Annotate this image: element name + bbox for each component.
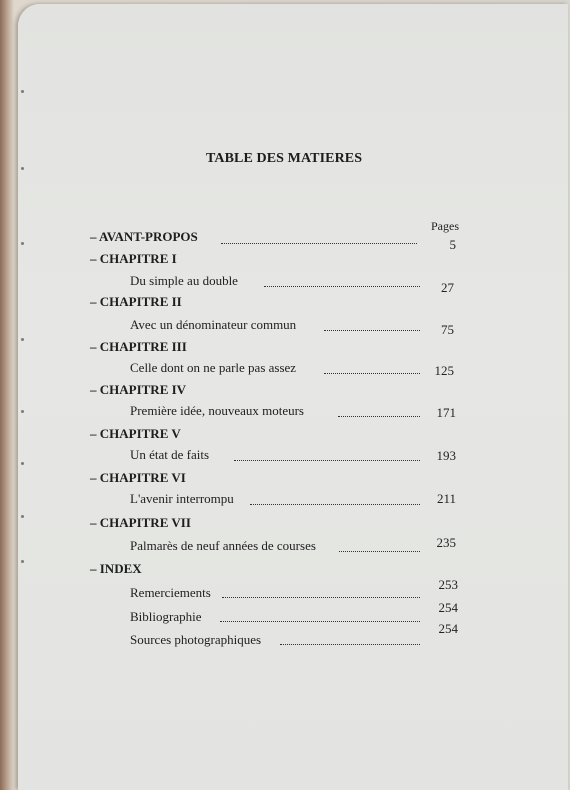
toc-heading-chapitre-6: – CHAPITRE VI (90, 470, 186, 485)
toc-entry: Un état de faits (130, 447, 210, 462)
dot-leader (250, 504, 420, 505)
toc-heading-avant-propos: – AVANT-PROPOS (90, 229, 198, 244)
toc-entry: Remerciements (130, 585, 211, 600)
binding-hole (21, 515, 24, 518)
binding-hole (21, 560, 24, 563)
binding-hole (21, 90, 24, 93)
dot-leader (222, 597, 420, 598)
dot-leader (234, 460, 420, 461)
dot-leader (280, 644, 420, 645)
page-number: 125 (434, 363, 454, 378)
toc-entry: Du simple au double (130, 273, 238, 288)
binding-hole (21, 167, 24, 170)
dot-leader (324, 373, 420, 374)
page-number: 171 (436, 405, 456, 420)
dot-leader (324, 330, 420, 331)
page-number: 211 (436, 491, 456, 506)
dot-leader (220, 621, 420, 622)
binding-hole (21, 462, 24, 465)
toc-entry: Bibliographie (130, 609, 202, 624)
page-number: 193 (436, 448, 456, 463)
pages-column-label: Pages (431, 219, 459, 233)
page-number: 235 (436, 535, 456, 550)
toc-entry: Celle dont on ne parle pas assez (130, 360, 297, 375)
toc-entry: Première idée, nouveaux moteurs (130, 403, 304, 418)
binding-hole (21, 410, 24, 413)
dot-leader (339, 551, 420, 552)
toc-heading-chapitre-3: – CHAPITRE III (90, 339, 187, 354)
toc-heading-chapitre-4: – CHAPITRE IV (90, 382, 187, 397)
page-number: 253 (438, 577, 458, 592)
toc-heading-chapitre-5: – CHAPITRE V (90, 426, 181, 441)
dot-leader (338, 416, 420, 417)
page-number: 27 (441, 280, 454, 295)
toc-heading-chapitre-7: – CHAPITRE VII (90, 515, 191, 530)
toc-entry: Sources photographiques (130, 632, 262, 647)
toc-title: TABLE DES MATIERES (206, 151, 363, 166)
toc-entry: Avec un dénominateur commun (130, 317, 297, 332)
toc-entry: Palmarès de neuf années de courses (130, 538, 316, 553)
binding-hole (21, 338, 24, 341)
dot-leader (264, 286, 420, 287)
page-number: 254 (438, 600, 458, 615)
binding-hole (21, 242, 24, 245)
toc-entry: L'avenir interrompu (130, 491, 234, 506)
toc-heading-index: – INDEX (90, 561, 142, 576)
toc-heading-chapitre-1: – CHAPITRE I (90, 251, 177, 266)
page-number: 75 (441, 322, 454, 337)
page-number: 5 (449, 237, 456, 252)
page-number: 254 (438, 621, 458, 636)
toc-heading-chapitre-2: – CHAPITRE II (90, 294, 182, 309)
dot-leader (221, 243, 417, 244)
